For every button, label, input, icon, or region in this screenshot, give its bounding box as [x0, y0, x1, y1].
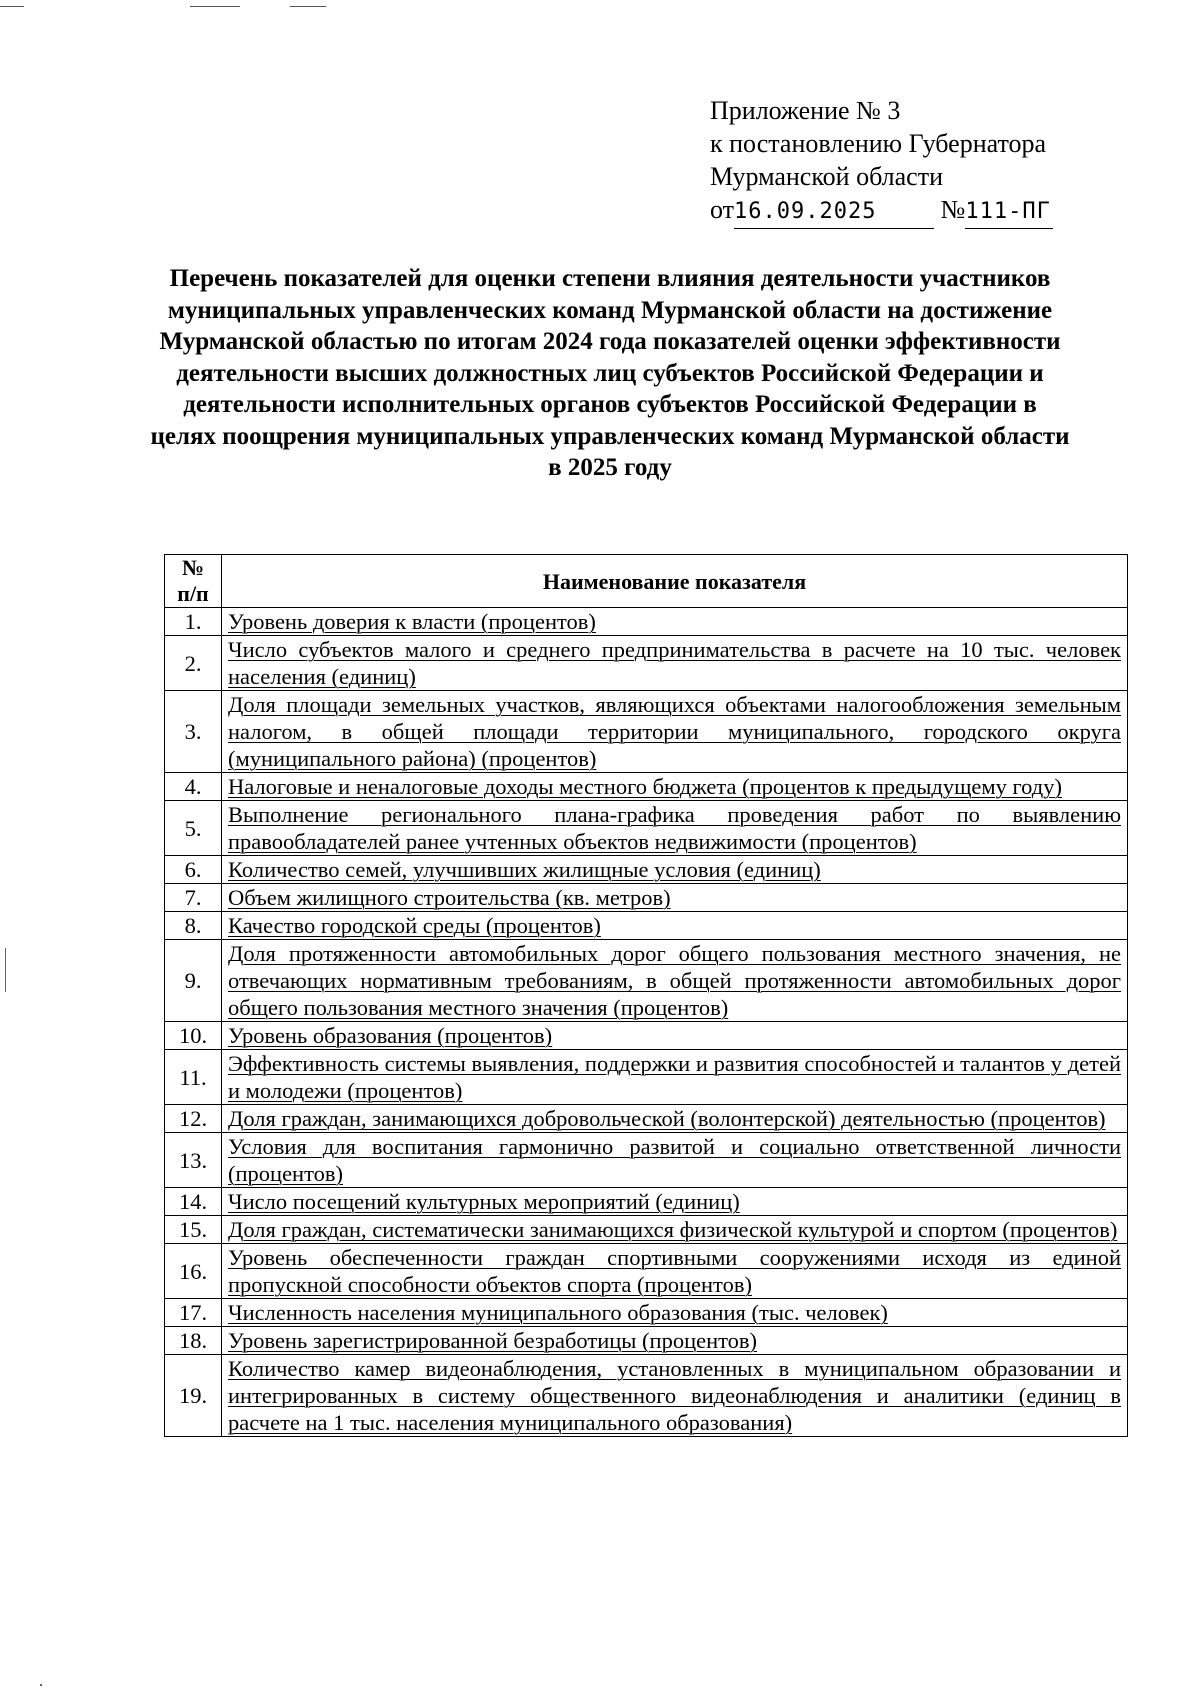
indicators-table — [164, 554, 1128, 1437]
table-row — [165, 1244, 1128, 1299]
scan-artifact-line — [190, 6, 240, 7]
row-number: 1. — [165, 608, 222, 636]
row-number: 5. — [165, 801, 222, 856]
header-number: № п/п — [165, 555, 222, 608]
row-number: 12. — [165, 1105, 222, 1133]
row-number: 19. — [165, 1355, 222, 1437]
row-indicator-name: Численность населения муниципального образования (тыс. человек) — [222, 1299, 1128, 1327]
row-indicator-name: Условия для воспитания гармонично развитой и социально ответственной личности (процентов) — [222, 1133, 1128, 1188]
appendix-header — [710, 94, 1053, 229]
table-header-row — [165, 555, 1128, 608]
row-number: 2. — [165, 636, 222, 691]
row-number: 9. — [165, 940, 222, 1022]
table-row — [165, 1216, 1128, 1244]
resolution-date: 16.09.2025 — [734, 195, 934, 229]
table-row — [165, 912, 1128, 940]
table-row — [165, 884, 1128, 912]
table-row — [165, 691, 1128, 773]
table-row — [165, 1327, 1128, 1355]
table-row — [165, 636, 1128, 691]
document-title: Перечень показателей для оценки степени влияния деятельности участников муниципальных управленческих команд Мурманской области на достижение Мурманской областью по итогам 2024 года показателей оценки эффективности деятельности высших должностных лиц субъектов Российской Федерации и деятельности исполнительных органов субъектов Российской Федерации в целях поощрения муниципальных управленческих команд Мурманской области в 2025 году — [150, 265, 1070, 481]
row-number: 10. — [165, 1022, 222, 1050]
scan-artifact-line — [0, 6, 24, 7]
appendix-region-line: Мурманской области — [710, 162, 943, 191]
row-indicator-name: Количество камер видеонаблюдения, установленных в муниципальном образовании и интегрированных в систему общественного видеонаблюдения и аналитики (единиц в расчете на 1 тыс. населения муниципального образования) — [222, 1355, 1128, 1437]
row-indicator-name: Выполнение регионального плана-графика проведения работ по выявлению правообладателей ранее учтенных объектов недвижимости (процентов) — [222, 801, 1128, 856]
table-row — [165, 1022, 1128, 1050]
row-number: 13. — [165, 1133, 222, 1188]
row-indicator-name: Уровень образования (процентов) — [222, 1022, 1128, 1050]
from-label: от — [710, 195, 735, 224]
appendix-resolution-line: к постановлению Губернатора — [710, 129, 1047, 158]
table-row — [165, 1133, 1128, 1188]
row-indicator-name: Доля граждан, систематически занимающихся физической культурой и спортом (процентов) — [222, 1216, 1128, 1244]
row-indicator-name: Эффективность системы выявления, поддержки и развития способностей и талантов у детей и молодежи (процентов) — [222, 1050, 1128, 1105]
row-number: 15. — [165, 1216, 222, 1244]
row-indicator-name: Уровень зарегистрированной безработицы (процентов) — [222, 1327, 1128, 1355]
number-label: № — [940, 195, 966, 224]
row-number: 8. — [165, 912, 222, 940]
row-number: 16. — [165, 1244, 222, 1299]
row-number: 7. — [165, 884, 222, 912]
row-indicator-name: Налоговые и неналоговые доходы местного бюджета (процентов к предыдущему году) — [222, 773, 1128, 801]
row-indicator-name: Уровень доверия к власти (процентов) — [222, 608, 1128, 636]
row-indicator-name: Число посещений культурных мероприятий (единиц) — [222, 1188, 1128, 1216]
table-row — [165, 1050, 1128, 1105]
appendix-title: Приложение № 3 — [710, 96, 901, 125]
row-indicator-name: Доля граждан, занимающихся добровольческой (волонтерской) деятельностью (процентов) — [222, 1105, 1128, 1133]
resolution-number: 111-ПГ — [965, 195, 1053, 229]
table-row — [165, 1299, 1128, 1327]
row-number: 14. — [165, 1188, 222, 1216]
row-indicator-name: Доля площади земельных участков, являющихся объектами налогообложения земельным налогом, в общей площади территории муниципального, городского округа (муниципального района) (процентов) — [222, 691, 1128, 773]
header-indicator-name: Наименование показателя — [222, 555, 1128, 608]
row-indicator-name: Уровень обеспеченности граждан спортивными сооружениями исходя из единой пропускной способности объектов спорта (процентов) — [222, 1244, 1128, 1299]
row-indicator-name: Доля протяженности автомобильных дорог общего пользования местного значения, не отвечающих нормативным требованиям, в общей протяженности автомобильных дорог общего пользования местного значения (процентов) — [222, 940, 1128, 1022]
table-row — [165, 801, 1128, 856]
row-indicator-name: Объем жилищного строительства (кв. метров) — [222, 884, 1128, 912]
row-number: 4. — [165, 773, 222, 801]
row-indicator-name: Качество городской среды (процентов) — [222, 912, 1128, 940]
table-row — [165, 608, 1128, 636]
row-number: 3. — [165, 691, 222, 773]
appendix-date-line — [710, 193, 1053, 229]
table-row — [165, 856, 1128, 884]
scan-artifact-dot — [40, 1684, 42, 1686]
table-body — [165, 608, 1128, 1437]
table-row — [165, 940, 1128, 1022]
row-number: 6. — [165, 856, 222, 884]
table-row — [165, 1355, 1128, 1437]
table-row — [165, 1188, 1128, 1216]
scan-artifact-line — [290, 6, 326, 7]
row-number: 17. — [165, 1299, 222, 1327]
table-row — [165, 1105, 1128, 1133]
scan-artifact-mark — [5, 948, 6, 992]
row-number: 11. — [165, 1050, 222, 1105]
row-indicator-name: Количество семей, улучшивших жилищные условия (единиц) — [222, 856, 1128, 884]
row-indicator-name: Число субъектов малого и среднего предпринимательства в расчете на 10 тыс. человек населения (единиц) — [222, 636, 1128, 691]
table-row — [165, 773, 1128, 801]
row-number: 18. — [165, 1327, 222, 1355]
